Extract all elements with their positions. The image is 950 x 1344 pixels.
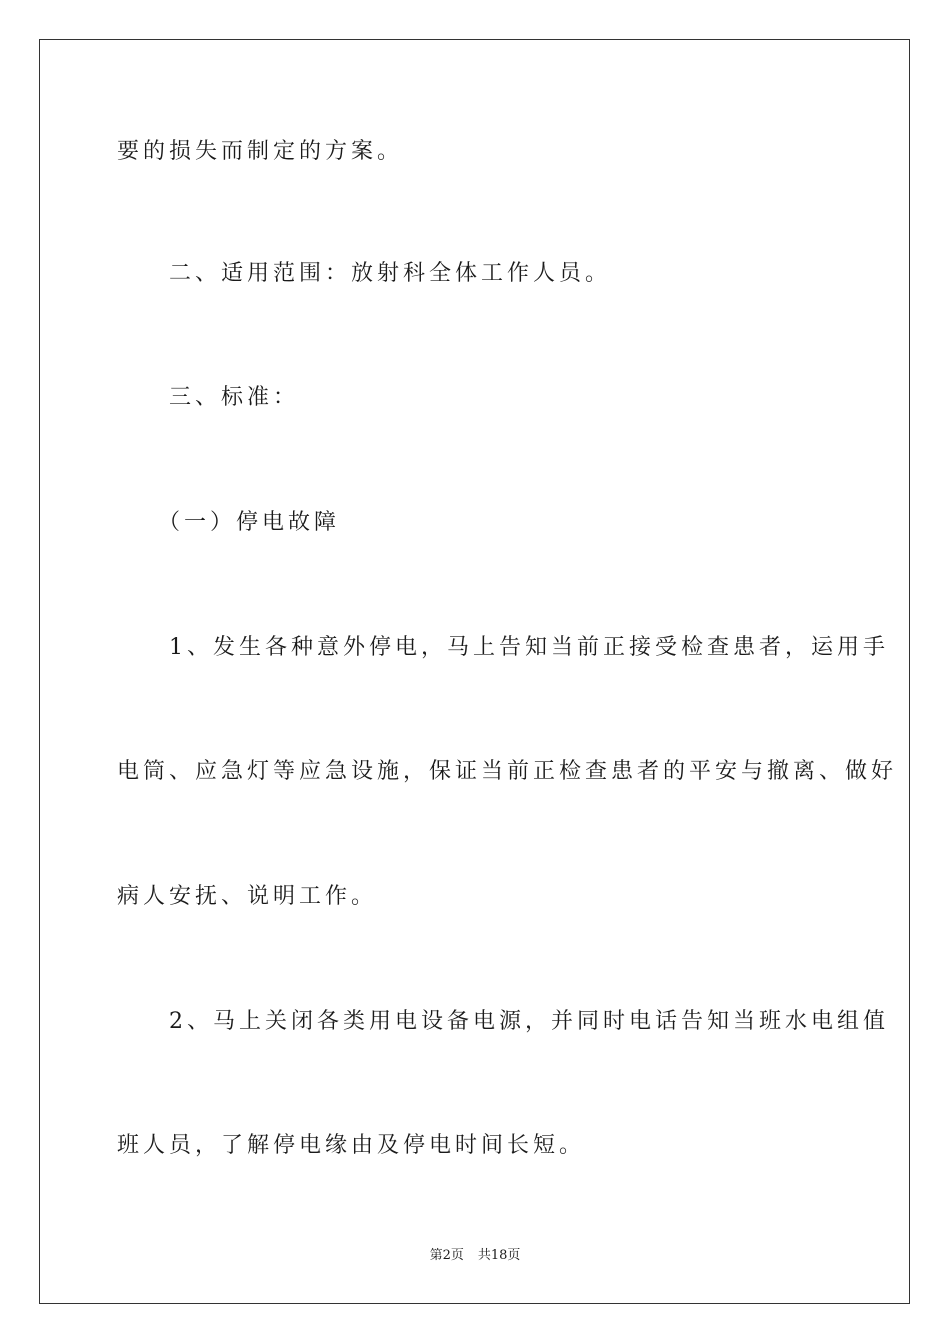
page-number-current: 第2页 <box>429 1248 464 1263</box>
page-number-total: 共18页 <box>477 1248 521 1263</box>
paragraph-line-2: 二、适用范围：放射科全体工作人员。 <box>117 261 612 286</box>
paragraph-line-1: 要的损失而制定的方案。 <box>117 139 404 164</box>
paragraph-line-3: 三、标准： <box>117 385 300 410</box>
page-frame <box>39 39 910 1304</box>
page-footer <box>0 1247 950 1265</box>
paragraph-line-5: 1、发生各种意外停电，马上告知当前正接受检查患者，运用手 <box>117 635 889 660</box>
paragraph-line-9: 班人员，了解停电缘由及停电时间长短。 <box>117 1133 586 1158</box>
paragraph-line-4: （一）停电故障 <box>117 510 341 535</box>
paragraph-line-8: 2、马上关闭各类用电设备电源，并同时电话告知当班水电组值 <box>117 1009 889 1034</box>
paragraph-line-6: 电筒、应急灯等应急设施，保证当前正检查患者的平安与撤离、做好 <box>117 759 898 784</box>
paragraph-line-7: 病人安抚、说明工作。 <box>117 884 378 909</box>
